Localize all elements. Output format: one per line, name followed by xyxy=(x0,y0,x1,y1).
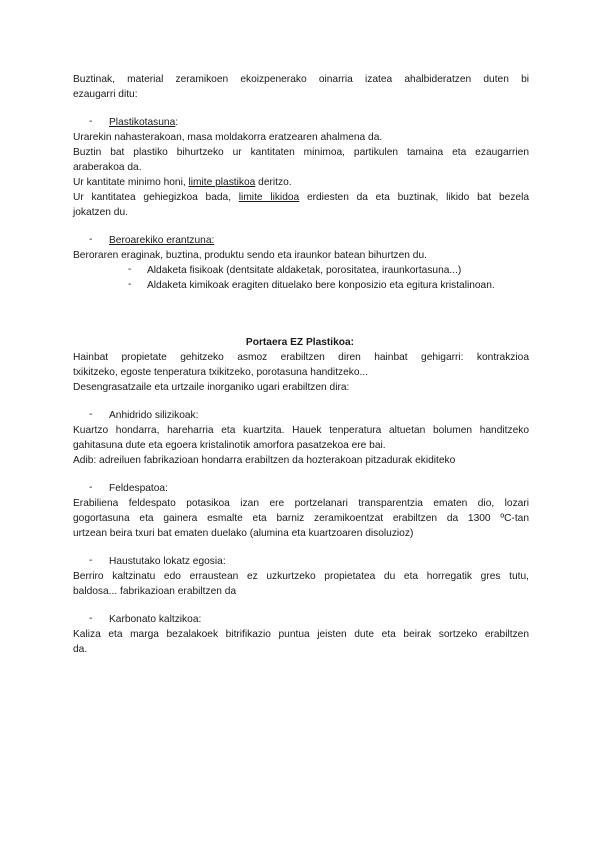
bullet-dash: - xyxy=(89,555,93,566)
paragraph-line: txikitzeko, egoste tenperatura txikitzeko, porotasuna handitzeko... xyxy=(73,367,369,378)
section-title: Portaera EZ Plastikoa: xyxy=(245,337,355,348)
text-segment: erdiesten da eta buztinak, likido bat bezela xyxy=(299,192,530,203)
paragraph: Urarekin nahasterakoan, masa moldakorra eratzearen ahalmena da. xyxy=(73,132,383,143)
term-limite-plastikoa: limite plastikoa xyxy=(188,177,256,188)
bullet-dash: - xyxy=(128,279,132,290)
paragraph-line: jokatzen du. xyxy=(73,207,128,218)
list-item: Aldaketa fisikoak (dentsitate aldaketak, porositatea, iraunkortasuna...) xyxy=(147,265,462,276)
bullet-dash: - xyxy=(89,116,93,127)
paragraph-line: baldosa... fabrikazioan erabiltzen da xyxy=(73,586,237,597)
bullet-dash: - xyxy=(89,613,93,624)
bullet-dash: - xyxy=(89,482,93,493)
bullet-dash: - xyxy=(128,264,132,275)
paragraph-line: Adib: adreiluen fabrikazioan hondarra erabiltzen da hozterakoan pitzadurak ekiditeko xyxy=(73,455,456,466)
heading-text: Plastikotasuna xyxy=(109,117,176,128)
section-heading-karbonato: Karbonato kaltzikoa: xyxy=(109,614,202,625)
paragraph-line xyxy=(73,176,529,189)
paragraph-line: gahitasuna dute eta egoera kristalinotik amorfora pasatzekoa ere bai. xyxy=(73,440,386,451)
paragraph-line: gogortasuna eta gainera esmalte eta barniz zeramikoentzat erabiltzen da 1300 ºC-tan xyxy=(73,513,529,524)
paragraph-line xyxy=(73,191,529,204)
paragraph-line: Erabiliena feldespato potasikoa izan ere portzelanari transparentzia ematen dio, lozari xyxy=(73,498,529,509)
paragraph-line: araberakoa da. xyxy=(73,162,142,173)
paragraph-line: urtzean beira txuri bat ematen duelako (alumina eta kuartzoaren disoluzioz) xyxy=(73,528,414,539)
bullet-dash: - xyxy=(89,234,93,245)
paragraph: Desengrasatzaile eta urtzaile inorganiko ugari erabiltzen dira: xyxy=(73,382,350,393)
paragraph-line: Hainbat propietate gehitzeko asmoz erabiltzen diren hainbat gehigarri: kontrakzioa xyxy=(73,352,529,363)
bullet-dash: - xyxy=(89,409,93,420)
section-heading-beroa: Beroarekiko erantzuna: xyxy=(109,235,215,246)
paragraph: Beroraren eraginak, buztina, produktu sendo eta iraunkor batean bihurtzen du. xyxy=(73,250,427,261)
section-heading-plastikotasuna xyxy=(109,116,178,129)
term-limite-likidoa: limite likidoa xyxy=(238,192,300,203)
paragraph-line: Buztin bat plastiko bihurtzeko ur kantitaten minimoa, partikulen tamaina eta ezaugarrien xyxy=(73,147,529,158)
text-segment: Ur kantitatea gehiegizkoa bada, xyxy=(73,192,239,203)
text-segment: Ur kantitate minimo honi, xyxy=(73,177,189,188)
intro-line-2: ezaugarri ditu: xyxy=(73,89,138,100)
heading-colon: : xyxy=(175,117,179,128)
list-item: Aldaketa kimikoak eragiten dituelako bere konposizio eta egitura kristalinoan. xyxy=(147,280,495,291)
paragraph-line: Kaliza eta marga bezalakoek bitrifikazio puntua jeisten dute eta beirak sortzeko erabiltzen xyxy=(73,629,529,640)
section-heading-anhidrido: Anhidrido silizikoak: xyxy=(109,410,199,421)
intro-line-1: Buztinak, material zeramikoen ekoizpenerako oinarria izatea ahalbideratzen duten bi xyxy=(73,74,529,85)
paragraph-line: Berriro kaltzinatu edo erraustean ez uzkurtzeko propietatea du eta horregatik gres tutu, xyxy=(73,571,529,582)
paragraph-line: da. xyxy=(73,644,88,655)
section-heading-haustutako: Haustutako lokatz egosia: xyxy=(109,556,226,567)
section-heading-feldespatoa: Feldespatoa: xyxy=(109,483,168,494)
text-segment: deritzo. xyxy=(255,177,292,188)
paragraph-line: Kuartzo hondarra, hareharria eta kuartzita. Hauek tenperatura altuetan bolumen handitzeko xyxy=(73,425,529,436)
